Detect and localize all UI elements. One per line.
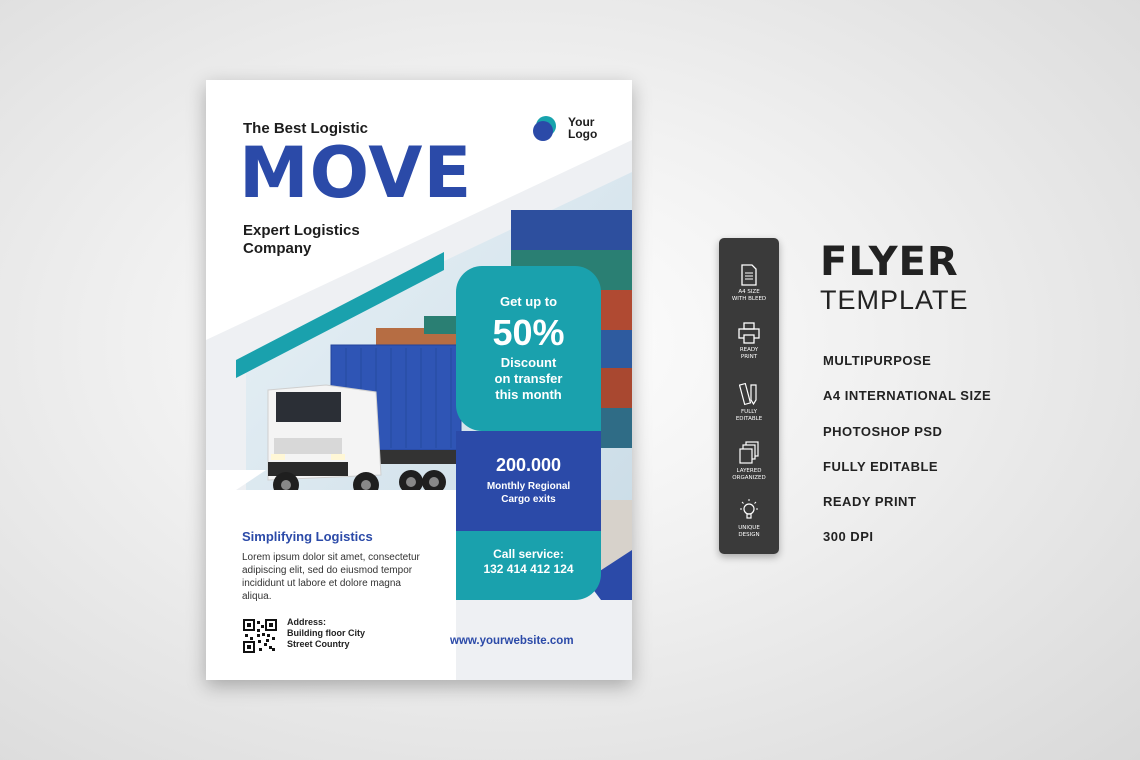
- spec-item: MULTIPURPOSE: [823, 353, 932, 368]
- spec-item: A4 INTERNATIONAL SIZE: [823, 388, 992, 404]
- discount-percent: 50%: [492, 312, 565, 353]
- website-link: www.yourwebsite.com: [450, 635, 574, 647]
- discount-box: Get up to 50% Discount on transfer this month: [456, 266, 601, 431]
- spec-item: PHOTOSHOP PSD: [823, 423, 943, 439]
- feature-ready-print: READY PRINT: [719, 322, 779, 361]
- promo-panel: [456, 266, 601, 600]
- qr-code-icon: [243, 619, 277, 653]
- spec-item: 300 DPI: [823, 529, 874, 545]
- call-service-box: Call service: 132 414 412 124: [456, 531, 601, 600]
- feature-unique-design: UNIQUE DESIGN: [719, 498, 779, 539]
- feature-layered: LAYERED ORGANIZED: [719, 441, 779, 482]
- spec-item: READY PRINT: [823, 494, 917, 510]
- flyer-mockup: [206, 80, 632, 680]
- lightbulb-icon: [737, 498, 761, 522]
- features-bar: [719, 238, 779, 554]
- document-icon: [740, 264, 758, 286]
- feature-fully-editable: FULLY EDITABLE: [719, 382, 779, 423]
- body-text: Lorem ipsum dolor sit amet, consectetur adipiscing elit, sed do eiusmod tempor incididunt ut labore et dolore magna aliqua.: [242, 552, 420, 602]
- address-block: Address: Building floor City Street Country: [287, 617, 365, 649]
- pencil-ruler-icon: [739, 382, 759, 406]
- flyer-tagline: The Best Logistic: [243, 120, 369, 137]
- layers-icon: [738, 441, 760, 465]
- feature-a4-size: A4 SIZE WITH BLEED: [719, 264, 779, 303]
- logo: Your Logo: [533, 114, 613, 144]
- container-blue: [511, 210, 632, 250]
- heading-subtitle: TEMPLATE: [820, 285, 969, 315]
- spec-list: [823, 353, 991, 565]
- flyer-subheadline: Expert Logistics Company: [243, 222, 360, 257]
- spec-item: FULLY EDITABLE: [823, 458, 939, 474]
- printer-icon: [738, 322, 760, 344]
- section-title: Simplifying Logistics: [242, 529, 373, 544]
- heading-title: FLYER: [820, 239, 959, 285]
- flyer-headline: MOVE: [239, 132, 473, 214]
- cargo-count-box: 200.000 Monthly Regional Cargo exits: [456, 431, 601, 531]
